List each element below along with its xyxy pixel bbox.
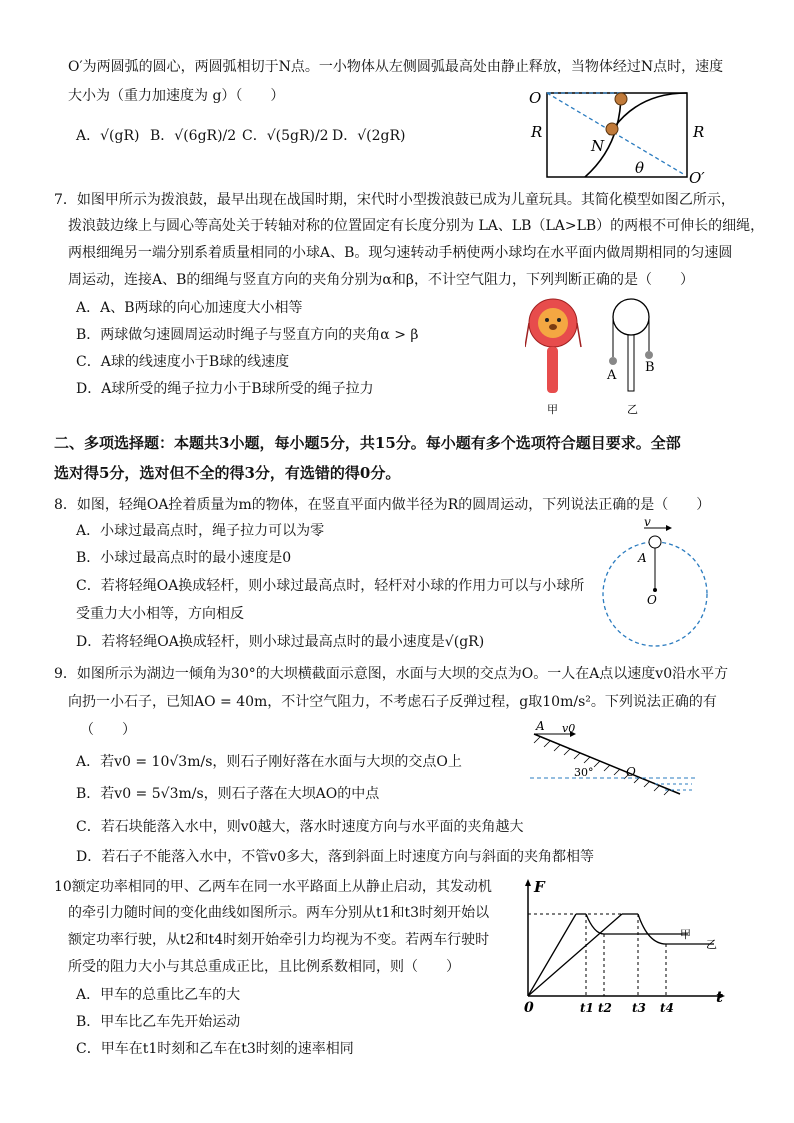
q7-option-a: A．A、B两球的向心加速度大小相等 [76, 300, 303, 316]
q10-line-1: 10额定功率相同的甲、乙两车在同一水平路面上从静止启动，其发动机 [54, 879, 492, 895]
q8-option-c-cont: 受重力大小相等，方向相反 [76, 606, 244, 622]
q7-option-c: C．A球的线速度小于B球的线速度 [76, 354, 290, 370]
q7-option-b: B．两球做匀速圆周运动时绳子与竖直方向的夹角α > β [76, 327, 419, 343]
q7-label-yi: 乙 [627, 403, 638, 416]
q10-label-zero: 0 [524, 1000, 534, 1016]
q6-label-n: N [591, 137, 605, 155]
q9-label-angle: 30° [574, 766, 594, 779]
q6-line-2: 大小为（重力加速度为 g）（ ） [68, 88, 285, 104]
q9-line-3: （ ） [80, 722, 136, 738]
section-2-heading-line-1: 二、多项选择题：本题共3小题，每小题5分，共15分。每小题有多个选项符合题目要求。全部 [54, 434, 681, 452]
q7-line-3: 两根细绳另一端分别系着质量相同的小球A、B。现匀速转动手柄使两小球均在水平面内做周期相同的匀速圆 [68, 245, 733, 261]
q10-label-t1: t1 [580, 1001, 594, 1015]
q9-dam-figure [530, 720, 700, 808]
q9-label-o: O [626, 765, 636, 779]
q9-line-1: 9．如图所示为湖边一倾角为30°的大坝横截面示意图，水面与大坝的交点为O。一人在A点以速度v0沿水平方 [54, 666, 729, 682]
q10-label-t: t [716, 988, 723, 1006]
q10-force-time-graph [518, 872, 728, 1017]
q10-label-jia: 甲 [680, 928, 691, 941]
q7-line-2: 拨浪鼓边缘上与圆心等高处关于转轴对称的位置固定有长度分别为 LA、LB（LA>LB）的两根不可伸长的细绳， [68, 218, 765, 234]
q7-label-jia: 甲 [547, 403, 558, 416]
q9-label-a: A [536, 720, 545, 733]
q6-option-a: A．√(gR) [76, 128, 140, 144]
q10-line-3: 额定功率行驶，从t2和t4时刻开始牵引力均视为不变。若两车行驶时 [68, 932, 490, 948]
q8-stem: 8．如图，轻绳OA拴着质量为m的物体，在竖直平面内做半径为R的圆周运动，下列说法正确的是（ ） [54, 497, 711, 513]
q9-option-b: B．若v0 = 5√3m/s，则石子落在大坝AO的中点 [76, 786, 380, 802]
q8-option-c: C．若将轻绳OA换成轻杆，则小球过最高点时，轻杆对小球的作用力可以与小球所 [76, 578, 585, 594]
q6-option-d: D．√(2gR) [332, 128, 406, 144]
q7-label-a: A [607, 368, 617, 383]
q8-label-a: A [638, 551, 647, 565]
q10-label-t2: t2 [598, 1001, 612, 1015]
q6-label-r-right: R [693, 123, 705, 141]
q10-label-f: F [534, 878, 545, 896]
q7-label-b: B [645, 360, 655, 375]
q10-option-b: B．甲车比乙车先开始运动 [76, 1014, 241, 1030]
q7-option-d: D．A球所受的绳子拉力小于B球所受的绳子拉力 [76, 381, 374, 397]
q6-label-o-prime: O′ [689, 169, 705, 185]
q10-line-2: 的牵引力随时间的变化曲线如图所示。两车分别从t1和t3时刻开始以 [68, 905, 490, 921]
q8-circle-figure [600, 518, 715, 653]
q8-option-b: B．小球过最高点时的最小速度是0 [76, 550, 292, 566]
section-2-heading-line-2: 选对得5分，选对但不全的得3分，有选错的得0分。 [54, 464, 401, 482]
q6-label-theta: θ [635, 159, 645, 177]
q6-line-1: O′为两圆弧的圆心，两圆弧相切于N点。一小物体从左侧圆弧最高处由静止释放，当物体经过N点时，速度 [68, 59, 724, 75]
q8-option-a: A．小球过最高点时，绳子拉力可以为零 [76, 523, 325, 539]
q9-option-c: C．若石块能落入水中，则v0越大，落水时速度方向与水平面的夹角越大 [76, 819, 524, 835]
q8-label-v: v [644, 518, 651, 529]
q10-option-a: A．甲车的总重比乙车的大 [76, 987, 241, 1003]
q7-line-4: 周运动，连接A、B的细绳与竖直方向的夹角分别为α和β，不计空气阻力，下列判断正确的是（ ） [68, 272, 694, 288]
q10-label-yi: 乙 [706, 938, 717, 951]
q8-option-d: D．若将轻绳OA换成轻杆，则小球过最高点时的最小速度是√(gR) [76, 634, 485, 650]
q6-label-r-left: R [531, 123, 543, 141]
q10-option-c: C．甲车在t1时刻和乙车在t3时刻的速率相同 [76, 1041, 354, 1057]
q6-option-b: B．√(6gR)/2 [150, 128, 237, 144]
q10-line-4: 所受的阻力大小与其总重成正比，且比例系数相同，则（ ） [68, 959, 460, 975]
q6-option-c: C．√(5gR)/2 [242, 128, 329, 144]
q10-label-t4: t4 [660, 1001, 674, 1015]
q7-line-1: 7．如图甲所示为拨浪鼓，最早出现在战国时期，宋代时小型拨浪鼓已成为儿童玩具。其简化模型如图乙所示， [54, 192, 735, 208]
q9-line-2: 向扔一小石子，已知AO = 40m，不计空气阻力，不考虑石子反弹过程，g取10m/s²。下列说法正确的有 [68, 694, 717, 710]
q6-label-o: O [529, 89, 542, 107]
q6-arc-figure [525, 85, 725, 185]
q9-label-v0: v0 [562, 722, 576, 735]
q10-label-t3: t3 [632, 1001, 646, 1015]
q9-option-d: D．若石子不能落入水中，不管v0多大，落到斜面上时速度方向与斜面的夹角都相等 [76, 849, 595, 865]
q8-label-o: O [647, 593, 657, 607]
q9-option-a: A．若v0 = 10√3m/s，则石子刚好落在水面与大坝的交点O上 [76, 754, 462, 770]
q7-drum-figure [525, 295, 675, 420]
